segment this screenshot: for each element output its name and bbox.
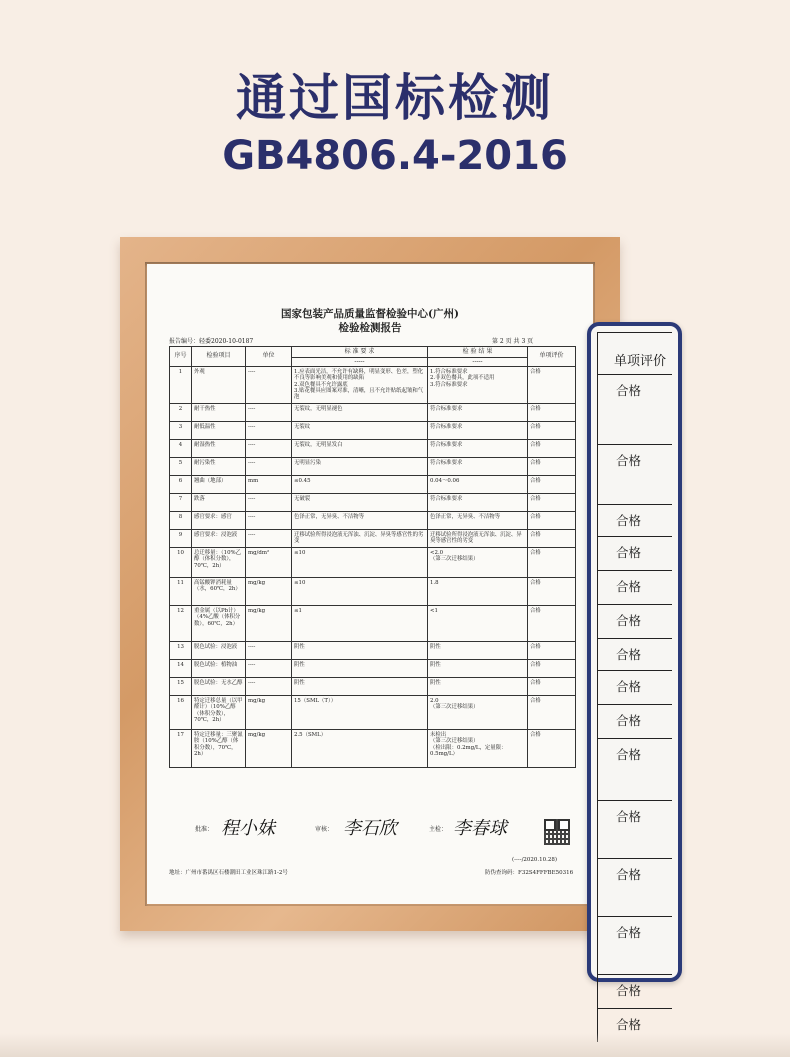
- row-item: 感官要求：浸泡液: [192, 529, 246, 547]
- row-requirement: 无裂纹，无明显发白: [292, 439, 428, 457]
- report-title: 检验检测报告: [338, 322, 402, 334]
- row-requirement: ≤1: [292, 605, 428, 641]
- table-row: [170, 421, 576, 439]
- row-result: 色泽正常，无异臭、不洁物等: [428, 511, 528, 529]
- row-requirement: 无明显污染: [292, 457, 428, 475]
- col-result: [428, 347, 528, 367]
- table-header-row: [170, 347, 576, 367]
- table-row: [170, 547, 576, 577]
- row-evaluation: 合格: [528, 677, 576, 695]
- row-result: <2.0 （第三次迁移结果）: [428, 547, 528, 577]
- row-item: 跌落: [192, 493, 246, 511]
- row-evaluation: 合格: [528, 493, 576, 511]
- report-number: 报告编号：轻委2020-10-0187: [169, 338, 254, 345]
- row-no: 9: [170, 529, 192, 547]
- row-evaluation: 合格: [528, 457, 576, 475]
- zoom-evaluation-cell: 合格: [597, 916, 672, 974]
- row-result: 迁移试验所得浸泡液无浑浊、沉淀、异臭等感官性的劣变: [428, 529, 528, 547]
- row-result: 符合标准要求: [428, 439, 528, 457]
- zoom-evaluation-cell: 合格: [597, 670, 672, 704]
- zoom-evaluation-cell: 合格: [597, 570, 672, 604]
- test-label: 主检：: [429, 826, 448, 833]
- row-evaluation: 合格: [528, 695, 576, 729]
- table-row: [170, 493, 576, 511]
- page-info: 第 2 页 共 3 页: [492, 338, 534, 345]
- row-item: 耐干热性: [192, 403, 246, 421]
- row-item: 耐污染性: [192, 457, 246, 475]
- row-result: 1.符合标准要求 2.非双色餐具，此项不适用 3.符合标准要求: [428, 366, 528, 403]
- zoom-callout: [587, 322, 682, 1032]
- row-evaluation: 合格: [528, 529, 576, 547]
- col-seq: 序号: [170, 347, 192, 367]
- row-unit: ----: [246, 641, 292, 659]
- row-no: 14: [170, 659, 192, 677]
- row-unit: ----: [246, 439, 292, 457]
- table-row: [170, 641, 576, 659]
- row-unit: ----: [246, 421, 292, 439]
- row-item: 外观: [192, 366, 246, 403]
- zoom-evaluation-cell: 合格: [597, 738, 672, 800]
- row-result: 阴性: [428, 641, 528, 659]
- row-result: 符合标准要求: [428, 493, 528, 511]
- row-unit: mg/kg: [246, 577, 292, 605]
- col-unit: 单位: [246, 347, 292, 367]
- row-item: 总迁移量：（10%乙醇（体积分数），70℃，2h）: [192, 547, 246, 577]
- row-item: 高锰酸钾消耗量（水，60℃，2h）: [192, 577, 246, 605]
- row-result: 阴性: [428, 659, 528, 677]
- test-block: [429, 818, 507, 839]
- row-unit: ----: [246, 403, 292, 421]
- row-no: 7: [170, 493, 192, 511]
- row-requirement: 色泽正常，无异臭、不洁物等: [292, 511, 428, 529]
- row-unit: ----: [246, 457, 292, 475]
- row-unit: ----: [246, 529, 292, 547]
- table-row: [170, 659, 576, 677]
- zoom-evaluation-cell: 合格: [597, 638, 672, 670]
- row-unit: mg/kg: [246, 605, 292, 641]
- row-evaluation: 合格: [528, 421, 576, 439]
- row-requirement: 15（SML（T））: [292, 695, 428, 729]
- row-result: 阴性: [428, 677, 528, 695]
- row-no: 17: [170, 729, 192, 767]
- approve-block: [195, 818, 275, 839]
- row-item: 脱色试验：植物油: [192, 659, 246, 677]
- row-item: 特定迁移量：三聚氰胺（10%乙醇（体积分数），70℃，2h）: [192, 729, 246, 767]
- row-result: 2.0 （第三次迁移结果）: [428, 695, 528, 729]
- zoom-evaluation-cell: 合格: [597, 1008, 672, 1042]
- row-no: 4: [170, 439, 192, 457]
- zoom-evaluation-cell: 合格: [597, 704, 672, 738]
- zoom-evaluation-cell: 合格: [597, 444, 672, 504]
- table-row: [170, 677, 576, 695]
- row-item: 感官要求：感官: [192, 511, 246, 529]
- row-no: 6: [170, 475, 192, 493]
- row-unit: mg/kg: [246, 729, 292, 767]
- row-evaluation: 合格: [528, 366, 576, 403]
- row-requirement: 阴性: [292, 677, 428, 695]
- report-paper: [147, 264, 593, 904]
- anti-fake-code: 防伪查询码：F32S4FFFBE50316: [485, 870, 574, 876]
- row-requirement: 无裂纹: [292, 421, 428, 439]
- row-requirement: ≤0.45: [292, 475, 428, 493]
- row-no: 15: [170, 677, 192, 695]
- row-unit: mm: [246, 475, 292, 493]
- table-row: [170, 529, 576, 547]
- row-requirement: ≤10: [292, 547, 428, 577]
- zoom-evaluation-cell: 合格: [597, 800, 672, 858]
- standard-code: GB4806.4-2016: [222, 133, 568, 179]
- row-evaluation: 合格: [528, 511, 576, 529]
- row-result: <1: [428, 605, 528, 641]
- row-result: 0.04～0.06: [428, 475, 528, 493]
- test-signature: 李春球: [453, 818, 507, 839]
- row-evaluation: 合格: [528, 403, 576, 421]
- row-evaluation: 合格: [528, 439, 576, 457]
- row-unit: ----: [246, 511, 292, 529]
- row-no: 5: [170, 457, 192, 475]
- row-result: 符合标准要求: [428, 403, 528, 421]
- row-requirement: 无破裂: [292, 493, 428, 511]
- row-result: 符合标准要求: [428, 421, 528, 439]
- row-unit: mg/dm²: [246, 547, 292, 577]
- row-item: 耐低温性: [192, 421, 246, 439]
- row-evaluation: 合格: [528, 475, 576, 493]
- row-no: 1: [170, 366, 192, 403]
- hero-title: 通过国标检测: [236, 69, 554, 127]
- row-item: 重金属（以Pb计）（4%乙酸（体积分数），60℃，2h）: [192, 605, 246, 641]
- row-evaluation: 合格: [528, 729, 576, 767]
- table-row: [170, 457, 576, 475]
- row-requirement: 1.应表面光洁，不允许有缺料，明显变形、色差，塑化不良等影响美观和使用的缺陷 2.双色餐具不允许露底 3.贴花餐具应图案对准，清晰，且不允许贴纸起皱和气泡: [292, 366, 428, 403]
- col-evaluation: 单项评价: [528, 347, 576, 367]
- row-item: 翘曲（地部）: [192, 475, 246, 493]
- row-unit: ----: [246, 659, 292, 677]
- approve-signature: 程小妹: [221, 818, 275, 839]
- table-row: [170, 403, 576, 421]
- bottom-shadow: [0, 1033, 790, 1057]
- row-item: 脱色试验：无水乙醇: [192, 677, 246, 695]
- table-row: [170, 511, 576, 529]
- report-address: 地址：广州市番禺区石楼潮田工业区珠江路1-2号: [169, 870, 288, 876]
- review-label: 审核：: [315, 826, 334, 833]
- col-result-sub: -----: [428, 357, 527, 365]
- row-no: 3: [170, 421, 192, 439]
- report-table-body: [170, 366, 576, 767]
- row-no: 16: [170, 695, 192, 729]
- row-no: 10: [170, 547, 192, 577]
- col-item: 检验项目: [192, 347, 246, 367]
- row-unit: ----: [246, 493, 292, 511]
- row-result: 符合标准要求: [428, 457, 528, 475]
- row-no: 13: [170, 641, 192, 659]
- col-requirement: [292, 347, 428, 367]
- row-evaluation: 合格: [528, 641, 576, 659]
- row-unit: ----: [246, 677, 292, 695]
- table-row: [170, 366, 576, 403]
- row-evaluation: 合格: [528, 547, 576, 577]
- review-block: [315, 818, 397, 839]
- zoom-evaluation-cell: 合格: [597, 536, 672, 570]
- zoom-header: 单项评价: [597, 332, 672, 382]
- review-signature: 李石欣: [343, 818, 397, 839]
- row-no: 2: [170, 403, 192, 421]
- row-no: 11: [170, 577, 192, 605]
- row-requirement: 阴性: [292, 659, 428, 677]
- col-requirement-label: 标 准 要 求: [344, 348, 375, 355]
- approve-label: 批准：: [195, 826, 214, 833]
- row-result: 未检出 （第三次迁移结果） （检出限：0.2mg/L，定量限：0.5mg/L）: [428, 729, 528, 767]
- row-item: 特定迁移总量（以甲醛计）（10%乙醇（体积分数），70℃，2h）: [192, 695, 246, 729]
- table-row: [170, 475, 576, 493]
- zoom-evaluation-cell: 合格: [597, 858, 672, 916]
- row-evaluation: 合格: [528, 659, 576, 677]
- row-no: 8: [170, 511, 192, 529]
- row-unit: mg/kg: [246, 695, 292, 729]
- row-unit: ----: [246, 366, 292, 403]
- row-requirement: 迁移试验所得浸泡液无浑浊、沉淀、异臭等感官性的劣变: [292, 529, 428, 547]
- row-requirement: 无裂纹，无明显褪色: [292, 403, 428, 421]
- table-row: [170, 695, 576, 729]
- qr-code-icon: [544, 819, 570, 845]
- report-organization: 国家包装产品质量监督检验中心(广州): [281, 308, 459, 320]
- zoom-evaluation-column: [597, 332, 672, 1032]
- table-row: [170, 729, 576, 767]
- table-row: [170, 605, 576, 641]
- row-requirement: 2.5（SML）: [292, 729, 428, 767]
- row-evaluation: 合格: [528, 577, 576, 605]
- zoom-evaluation-cell: 合格: [597, 974, 672, 1008]
- row-no: 12: [170, 605, 192, 641]
- row-result: 1.8: [428, 577, 528, 605]
- row-requirement: ≤10: [292, 577, 428, 605]
- row-requirement: 阴性: [292, 641, 428, 659]
- zoom-evaluation-cell: 合格: [597, 374, 672, 444]
- col-result-label: 检 验 结 果: [462, 348, 493, 355]
- row-evaluation: 合格: [528, 605, 576, 641]
- report-date: (----/2020.10.28): [512, 857, 558, 863]
- row-item: 脱色试验：浸泡液: [192, 641, 246, 659]
- table-row: [170, 577, 576, 605]
- table-row: [170, 439, 576, 457]
- col-requirement-sub: -----: [292, 357, 427, 365]
- wooden-frame: [120, 237, 620, 931]
- zoom-evaluation-cell: 合格: [597, 504, 672, 536]
- row-item: 耐湿热性: [192, 439, 246, 457]
- zoom-evaluation-cell: 合格: [597, 604, 672, 638]
- report-table: [169, 346, 576, 768]
